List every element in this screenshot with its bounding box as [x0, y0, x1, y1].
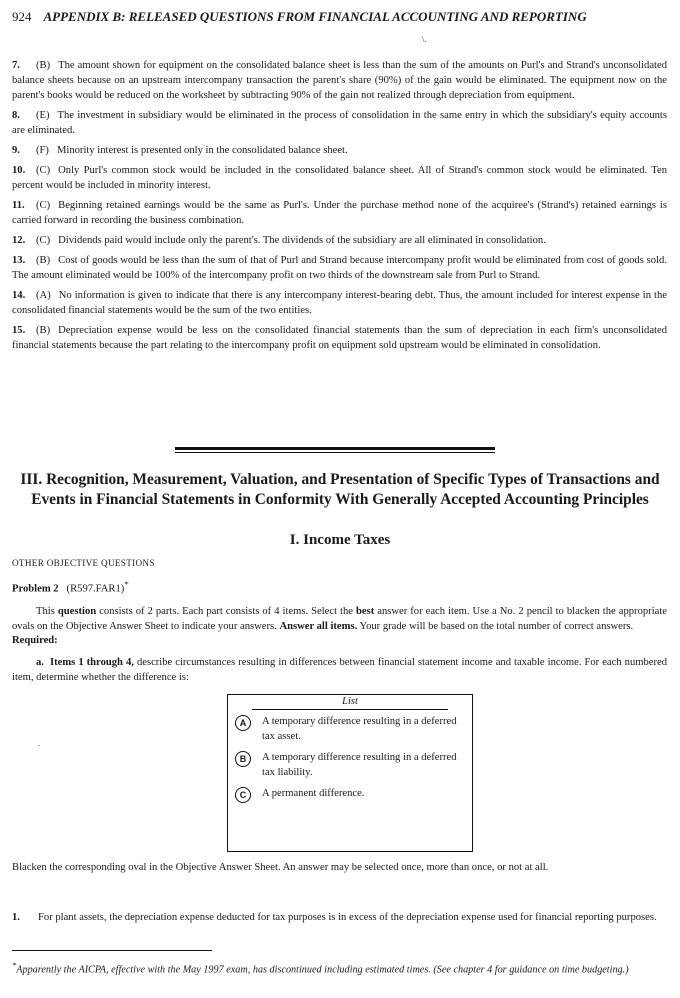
answer-text: No information is given to indicate that there is any intercompany interest-bearing debt. Thus, the amount included for interest expense in the consolidated financial statements would be the sum of the two entities. — [12, 290, 667, 316]
answer-number: 9. — [12, 145, 20, 156]
item-a-description — [12, 655, 667, 685]
section-heading: III. Recognition, Measurement, Valuation, and Presentation of Specific Types of Transactions and Events in Financial Statements in Conformity With Generally Accepted Accounting Principles — [20, 471, 660, 508]
item-a-text: describe circumstances resulting in differences between financial statement income and taxable income. For each numbered item, determine whether the difference is: — [12, 657, 668, 683]
answer-number: 12. — [12, 235, 26, 246]
answer-list-box — [227, 694, 473, 852]
other-objective-label: OTHER OBJECTIVE QUESTIONS — [12, 558, 155, 568]
answer-8 — [12, 108, 667, 138]
answer-14 — [12, 288, 667, 318]
answer-letter: (B) — [36, 325, 51, 336]
answer-number: 14. — [12, 290, 26, 301]
running-head-title: APPENDIX B: RELEASED QUESTIONS FROM FINANCIAL ACCOUNTING AND REPORTING — [43, 9, 587, 24]
footnote-marker: * — [12, 960, 17, 970]
answer-letter: (B) — [36, 255, 51, 266]
instructions-text: This — [36, 606, 58, 617]
answer-number: 8. — [12, 110, 20, 121]
answer-number: 11. — [12, 200, 25, 211]
instructions-text: Your grade will be based on the total number of correct answers. — [357, 621, 634, 632]
answer-explanations — [12, 58, 667, 358]
instructions-bold: Answer all items. — [279, 621, 358, 632]
stray-dot: . — [38, 739, 40, 748]
answer-letter: (C) — [36, 200, 51, 211]
answer-number: 7. — [12, 60, 20, 71]
answer-text: Dividends paid would include only the parent's. The dividends of the subsidiary are all eliminated in consolidation. — [58, 235, 546, 246]
answer-letter: (F) — [36, 145, 49, 156]
running-head — [12, 8, 662, 26]
item-a-prefix: a. — [36, 657, 44, 668]
question-text: For plant assets, the depreciation expense deducted for tax purposes is in excess of the depreciation expense used for financial reporting purposes. — [38, 912, 657, 923]
problem-label — [12, 577, 129, 597]
list-option-b — [228, 746, 472, 782]
footnote-marker: * — [124, 579, 129, 589]
answer-13 — [12, 253, 667, 283]
footnote — [12, 958, 667, 977]
answer-letter: (C) — [36, 165, 51, 176]
oval-a-icon: A — [235, 715, 251, 731]
page-number: 924 — [12, 9, 32, 24]
answer-letter: (B) — [36, 60, 51, 71]
answer-text: Beginning retained earnings would be the same as Purl's. Under the purchase method none of the acquiree's (Strand's) retained earnings is carried forward in recording the business combination. — [12, 200, 667, 226]
section-divider-thin — [175, 452, 495, 453]
footnote-text: Apparently the AICPA, effective with the May 1997 exam, has discontinued including estimated times. (See chapter 4 for guidance on time budgeting.) — [16, 964, 629, 976]
answer-number: 10. — [12, 165, 26, 176]
instructions — [12, 604, 667, 634]
answer-12 — [12, 233, 667, 248]
problem-number: Problem 2 — [12, 583, 59, 595]
instructions-bold: question — [57, 606, 97, 617]
list-option-text: A temporary difference resulting in a deferred tax liability. — [262, 752, 457, 778]
answer-letter: (E) — [36, 110, 50, 121]
answer-letter: (C) — [36, 235, 51, 246]
answer-text: The amount shown for equipment on the consolidated balance sheet is less than the sum of the amounts on Purl's and Strand's unconsolidated balance sheets because on an upstream intercompany transaction the parent's share (90%) of the gain would be eliminated. The equipment now on the parent's books would be reduced on the worksheet by subtracting 90% of the gain not realized through depreciation from equipment. — [12, 60, 667, 101]
list-option-c — [228, 782, 472, 803]
list-title: List — [252, 695, 448, 710]
answer-text: Only Purl's common stock would be included in the consolidated balance sheet. All of Strand's common stock would be eliminated. Ten percent would be included in minority interest. — [12, 165, 667, 191]
answer-9 — [12, 143, 667, 158]
answer-text: The investment in subsidiary would be eliminated in the process of consolidation in the same entry in which the subsidiary's equity accounts are eliminated. — [12, 110, 667, 136]
item-a-bold: Items 1 through 4, — [50, 657, 134, 668]
question-number: 1. — [12, 912, 20, 923]
instructions-text: consists of 2 parts. Each part consists of 4 items. Select the — [96, 606, 356, 617]
stray-mark: \. — [422, 35, 427, 44]
answer-number: 15. — [12, 325, 26, 336]
answer-text: Depreciation expense would be less on the consolidated financial statements than the sum of depreciation in each firm's unconsolidated financial statements because the part relating to the intercompany profit on equipment sold upstream would be eliminated in consolidation. — [12, 325, 667, 351]
required-label: Required: — [12, 635, 58, 646]
answer-11 — [12, 198, 667, 228]
instructions-bold: best — [356, 606, 375, 617]
oval-c-icon: C — [235, 787, 251, 803]
answer-letter: (A) — [36, 290, 51, 301]
list-option-a — [228, 710, 472, 746]
list-option-text: A permanent difference. — [262, 788, 365, 799]
answer-10 — [12, 163, 667, 193]
question-1 — [12, 910, 667, 925]
answer-text: Minority interest is presented only in the consolidated balance sheet. — [56, 145, 348, 156]
footnote-rule — [12, 950, 212, 951]
oval-b-icon: B — [235, 751, 251, 767]
list-option-text: A temporary difference resulting in a deferred tax asset. — [262, 716, 457, 742]
answer-number: 13. — [12, 255, 26, 266]
section-subheading: I. Income Taxes — [289, 532, 391, 548]
answer-7 — [12, 58, 667, 103]
answer-15 — [12, 323, 667, 353]
answer-text: Cost of goods would be less than the sum of that of Purl and Strand because intercompany profit would be eliminated from cost of goods sold. The amount eliminated would be 100% of the intercompany profit on two thirds of the downstream sale from Purl to Strand. — [12, 255, 667, 281]
blacken-instruction: Blacken the corresponding oval in the Objective Answer Sheet. An answer may be selected once, more than once, or not at all. — [12, 862, 549, 873]
problem-code: (R597.FAR1) — [66, 583, 125, 595]
section-divider-thick — [175, 447, 495, 450]
instructions-text: answer for each item. Use a No. 2 pencil to blacken the appropriate ovals on the Objective Answer Sheet to indicate your answers. — [12, 606, 667, 632]
